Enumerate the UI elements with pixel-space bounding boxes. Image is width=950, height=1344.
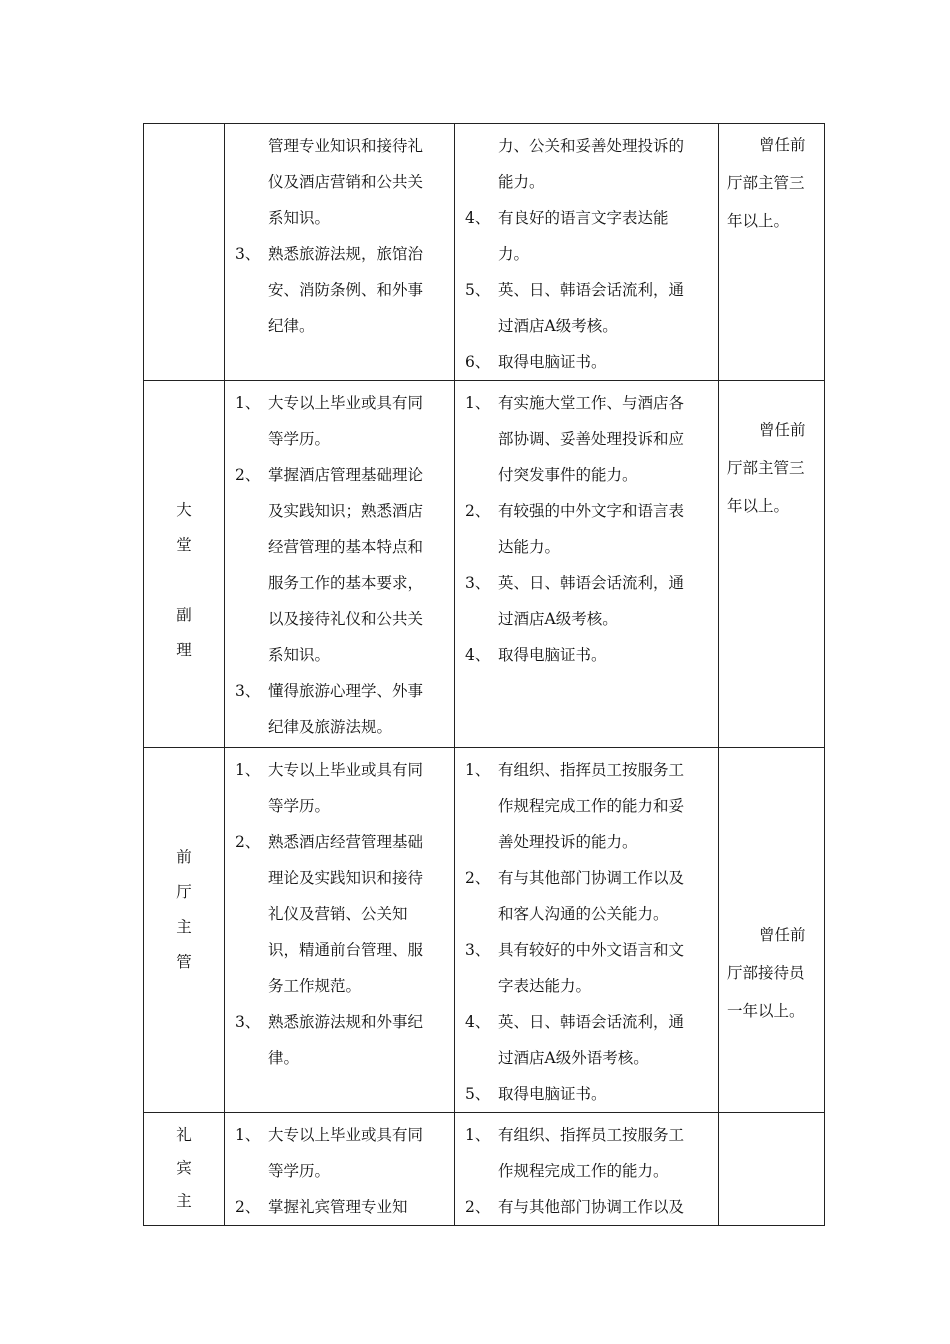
item-number bbox=[233, 788, 268, 824]
list-item bbox=[233, 788, 446, 824]
item-text: 有实施大堂工作、与酒店各 bbox=[498, 394, 685, 412]
list-item bbox=[463, 968, 710, 1004]
item-number bbox=[233, 968, 268, 1004]
item-number: 2、 bbox=[235, 1198, 261, 1216]
list-item bbox=[233, 164, 446, 200]
item-number bbox=[233, 308, 268, 344]
item-number: 5、 bbox=[465, 281, 491, 299]
item-number bbox=[463, 824, 498, 860]
list-item bbox=[233, 236, 446, 272]
item-number bbox=[463, 164, 498, 200]
item-text: 等学历。 bbox=[268, 1162, 331, 1180]
item-number bbox=[463, 308, 498, 344]
item-number: 2、 bbox=[235, 833, 261, 851]
item-number: 1、 bbox=[235, 1126, 261, 1144]
list-item bbox=[463, 1117, 710, 1153]
item-text: 礼仪及营销、公关知 bbox=[268, 905, 408, 923]
list-item bbox=[233, 272, 446, 308]
item-text: 部协调、妥善处理投诉和应 bbox=[498, 430, 685, 448]
position-title-char: 厅 bbox=[176, 883, 192, 901]
item-number bbox=[463, 1040, 498, 1076]
item-text: 理论及实践知识和接待 bbox=[268, 869, 424, 887]
abilities-cell bbox=[455, 381, 719, 748]
item-text: 熟悉旅游法规和外事纪 bbox=[268, 1013, 424, 1031]
list-item bbox=[233, 200, 446, 236]
requirements-cell bbox=[225, 748, 455, 1113]
list-item bbox=[233, 673, 446, 709]
list-item bbox=[233, 637, 446, 673]
position-title-char: 堂 bbox=[176, 536, 192, 554]
abilities-cell bbox=[455, 124, 719, 381]
item-number bbox=[233, 529, 268, 565]
list-item bbox=[233, 709, 446, 745]
item-text: 务工作规范。 bbox=[268, 977, 362, 995]
item-number bbox=[233, 421, 268, 457]
item-number bbox=[233, 200, 268, 236]
item-text: 达能力。 bbox=[498, 538, 561, 556]
item-number bbox=[463, 968, 498, 1004]
item-number: 5、 bbox=[465, 1085, 491, 1103]
list-item bbox=[233, 308, 446, 344]
item-number bbox=[233, 565, 268, 601]
list-item bbox=[233, 1040, 446, 1076]
item-text: 管理专业知识和接待礼 bbox=[268, 137, 424, 155]
item-text: 字表达能力。 bbox=[498, 977, 592, 995]
item-number bbox=[233, 601, 268, 637]
item-number bbox=[463, 236, 498, 272]
list-item bbox=[233, 457, 446, 493]
item-text: 有组织、指挥员工按服务工 bbox=[498, 1126, 685, 1144]
item-text: 过酒店A级考核。 bbox=[498, 610, 618, 628]
item-text: 等学历。 bbox=[268, 430, 331, 448]
experience-cell bbox=[719, 124, 825, 381]
table-row bbox=[144, 1113, 825, 1226]
item-text: 英、日、韩语会话流利，通 bbox=[498, 281, 685, 299]
item-text: 作规程完成工作的能力。 bbox=[498, 1162, 669, 1180]
item-text: 力、公关和妥善处理投诉的 bbox=[498, 137, 685, 155]
requirements-cell bbox=[225, 124, 455, 381]
list-item bbox=[233, 529, 446, 565]
experience-note-line: 年以上。 bbox=[727, 212, 790, 230]
list-item bbox=[233, 932, 446, 968]
list-item bbox=[233, 385, 446, 421]
position-title-char: 大 bbox=[176, 501, 192, 519]
table-body bbox=[144, 124, 825, 1226]
item-text: 大专以上毕业或具有同 bbox=[268, 761, 424, 779]
list-item bbox=[233, 752, 446, 788]
item-text: 纪律。 bbox=[268, 317, 315, 335]
item-text: 过酒店A级外语考核。 bbox=[498, 1049, 649, 1067]
item-number: 1、 bbox=[465, 394, 491, 412]
item-number: 3、 bbox=[235, 682, 261, 700]
item-number: 1、 bbox=[235, 394, 261, 412]
item-text: 大专以上毕业或具有同 bbox=[268, 1126, 424, 1144]
requirements-cell bbox=[225, 381, 455, 748]
item-number bbox=[233, 272, 268, 308]
position-title-cell bbox=[144, 124, 225, 381]
position-title-cell bbox=[144, 1113, 225, 1226]
item-text: 律。 bbox=[268, 1049, 300, 1067]
list-item bbox=[463, 896, 710, 932]
item-text: 仪及酒店营销和公共关 bbox=[268, 173, 424, 191]
item-number bbox=[463, 788, 498, 824]
item-number bbox=[233, 1153, 268, 1189]
list-item bbox=[463, 308, 710, 344]
experience-cell bbox=[719, 748, 825, 1113]
list-item bbox=[233, 565, 446, 601]
list-item bbox=[463, 1040, 710, 1076]
item-text: 取得电脑证书。 bbox=[498, 1085, 607, 1103]
list-item bbox=[233, 128, 446, 164]
list-item bbox=[463, 637, 710, 673]
item-text: 纪律及旅游法规。 bbox=[268, 718, 393, 736]
item-text: 作规程完成工作的能力和妥 bbox=[498, 797, 685, 815]
list-item bbox=[463, 421, 710, 457]
experience-cell bbox=[719, 381, 825, 748]
position-title-char: 主 bbox=[176, 1192, 192, 1210]
item-number bbox=[463, 128, 498, 164]
position-title-char: 宾 bbox=[176, 1159, 192, 1177]
list-item bbox=[463, 164, 710, 200]
position-title-cell bbox=[144, 748, 225, 1113]
item-number: 1、 bbox=[465, 761, 491, 779]
table-row bbox=[144, 124, 825, 381]
experience-note-line: 厅部主管三 bbox=[727, 459, 805, 477]
item-text: 英、日、韩语会话流利，通 bbox=[498, 574, 685, 592]
item-text: 具有较好的中外文语言和文 bbox=[498, 941, 685, 959]
item-text: 识，精通前台管理、服 bbox=[268, 941, 424, 959]
abilities-cell bbox=[455, 1113, 719, 1226]
item-text: 懂得旅游心理学、外事 bbox=[268, 682, 424, 700]
list-item bbox=[233, 601, 446, 637]
item-number: 2、 bbox=[465, 502, 491, 520]
item-number bbox=[233, 896, 268, 932]
list-item bbox=[463, 344, 710, 380]
item-number: 4、 bbox=[465, 1013, 491, 1031]
item-number bbox=[233, 164, 268, 200]
position-title-char: 副 bbox=[176, 606, 192, 624]
item-text: 系知识。 bbox=[268, 646, 331, 664]
list-item bbox=[233, 1004, 446, 1040]
list-item bbox=[233, 968, 446, 1004]
item-number: 3、 bbox=[465, 941, 491, 959]
list-item bbox=[463, 824, 710, 860]
item-number: 3、 bbox=[465, 574, 491, 592]
item-number bbox=[463, 457, 498, 493]
position-title-char: 管 bbox=[176, 953, 192, 971]
item-text: 熟悉旅游法规，旅馆治 bbox=[268, 245, 424, 263]
item-number: 1、 bbox=[235, 761, 261, 779]
item-text: 有与其他部门协调工作以及 bbox=[498, 869, 685, 887]
job-requirements-table bbox=[143, 123, 825, 1226]
item-text: 有良好的语言文字表达能 bbox=[498, 209, 669, 227]
item-number bbox=[233, 637, 268, 673]
item-number bbox=[233, 860, 268, 896]
position-title-char: 理 bbox=[176, 641, 192, 659]
list-item bbox=[463, 788, 710, 824]
item-text: 取得电脑证书。 bbox=[498, 646, 607, 664]
experience-note-line: 曾任前 bbox=[759, 136, 806, 154]
item-text: 服务工作的基本要求， bbox=[268, 574, 424, 592]
item-number: 1、 bbox=[465, 1126, 491, 1144]
list-item bbox=[463, 272, 710, 308]
position-title-cell bbox=[144, 381, 225, 748]
list-item bbox=[233, 1153, 446, 1189]
item-number bbox=[233, 1040, 268, 1076]
item-text: 能力。 bbox=[498, 173, 545, 191]
experience-note-line: 曾任前 bbox=[759, 421, 806, 439]
item-text: 取得电脑证书。 bbox=[498, 353, 607, 371]
item-text: 经营管理的基本特点和 bbox=[268, 538, 424, 556]
list-item bbox=[463, 752, 710, 788]
item-text: 过酒店A级考核。 bbox=[498, 317, 618, 335]
list-item bbox=[463, 1076, 710, 1112]
experience-note-line: 厅部主管三 bbox=[727, 174, 805, 192]
item-text: 有组织、指挥员工按服务工 bbox=[498, 761, 685, 779]
item-number bbox=[463, 1153, 498, 1189]
item-number bbox=[463, 421, 498, 457]
item-number: 3、 bbox=[235, 245, 261, 263]
item-text: 熟悉酒店经营管理基础 bbox=[268, 833, 424, 851]
list-item bbox=[463, 932, 710, 968]
list-item bbox=[233, 896, 446, 932]
requirements-cell bbox=[225, 1113, 455, 1226]
item-text: 有较强的中外文字和语言表 bbox=[498, 502, 685, 520]
experience-note-line: 厅部接待员 bbox=[727, 964, 805, 982]
list-item bbox=[463, 565, 710, 601]
item-text: 善处理投诉的能力。 bbox=[498, 833, 638, 851]
item-number: 3、 bbox=[235, 1013, 261, 1031]
list-item bbox=[463, 493, 710, 529]
item-text: 系知识。 bbox=[268, 209, 331, 227]
list-item bbox=[463, 1153, 710, 1189]
experience-cell bbox=[719, 1113, 825, 1226]
item-text: 有与其他部门协调工作以及 bbox=[498, 1198, 685, 1216]
list-item bbox=[463, 385, 710, 421]
list-item bbox=[463, 1004, 710, 1040]
item-text: 掌握酒店管理基础理论 bbox=[268, 466, 424, 484]
list-item bbox=[233, 860, 446, 896]
item-text: 和客人沟通的公关能力。 bbox=[498, 905, 669, 923]
item-number bbox=[463, 601, 498, 637]
list-item bbox=[463, 200, 710, 236]
position-title-char: 前 bbox=[176, 848, 192, 866]
item-number: 2、 bbox=[235, 466, 261, 484]
item-number: 4、 bbox=[465, 646, 491, 664]
list-item bbox=[233, 421, 446, 457]
list-item bbox=[463, 236, 710, 272]
item-number: 4、 bbox=[465, 209, 491, 227]
list-item bbox=[463, 529, 710, 565]
list-item bbox=[463, 1189, 710, 1225]
list-item bbox=[463, 860, 710, 896]
item-text: 英、日、韩语会话流利，通 bbox=[498, 1013, 685, 1031]
item-number bbox=[233, 932, 268, 968]
item-number: 2、 bbox=[465, 869, 491, 887]
item-text: 大专以上毕业或具有同 bbox=[268, 394, 424, 412]
position-title-char: 主 bbox=[176, 918, 192, 936]
item-number: 6、 bbox=[465, 353, 491, 371]
table-row bbox=[144, 381, 825, 748]
table-row bbox=[144, 748, 825, 1113]
item-text: 以及接待礼仪和公共关 bbox=[268, 610, 424, 628]
item-text: 及实践知识；熟悉酒店 bbox=[268, 502, 424, 520]
item-text: 掌握礼宾管理专业知 bbox=[268, 1198, 408, 1216]
list-item bbox=[233, 1117, 446, 1153]
abilities-cell bbox=[455, 748, 719, 1113]
item-number bbox=[233, 493, 268, 529]
item-text: 付突发事件的能力。 bbox=[498, 466, 638, 484]
list-item bbox=[233, 824, 446, 860]
experience-note-line: 一年以上。 bbox=[727, 1002, 805, 1020]
item-number bbox=[233, 709, 268, 745]
list-item bbox=[463, 601, 710, 637]
item-number: 2、 bbox=[465, 1198, 491, 1216]
experience-note-line: 年以上。 bbox=[727, 497, 790, 515]
list-item bbox=[463, 128, 710, 164]
item-number bbox=[463, 896, 498, 932]
list-item bbox=[233, 1189, 446, 1225]
list-item bbox=[233, 493, 446, 529]
item-number bbox=[463, 529, 498, 565]
experience-note-line: 曾任前 bbox=[759, 926, 806, 944]
position-title-char: 礼 bbox=[176, 1126, 192, 1144]
item-text: 等学历。 bbox=[268, 797, 331, 815]
list-item bbox=[463, 457, 710, 493]
item-number bbox=[233, 128, 268, 164]
item-text: 力。 bbox=[498, 245, 530, 263]
item-text: 安、消防条例、和外事 bbox=[268, 281, 424, 299]
